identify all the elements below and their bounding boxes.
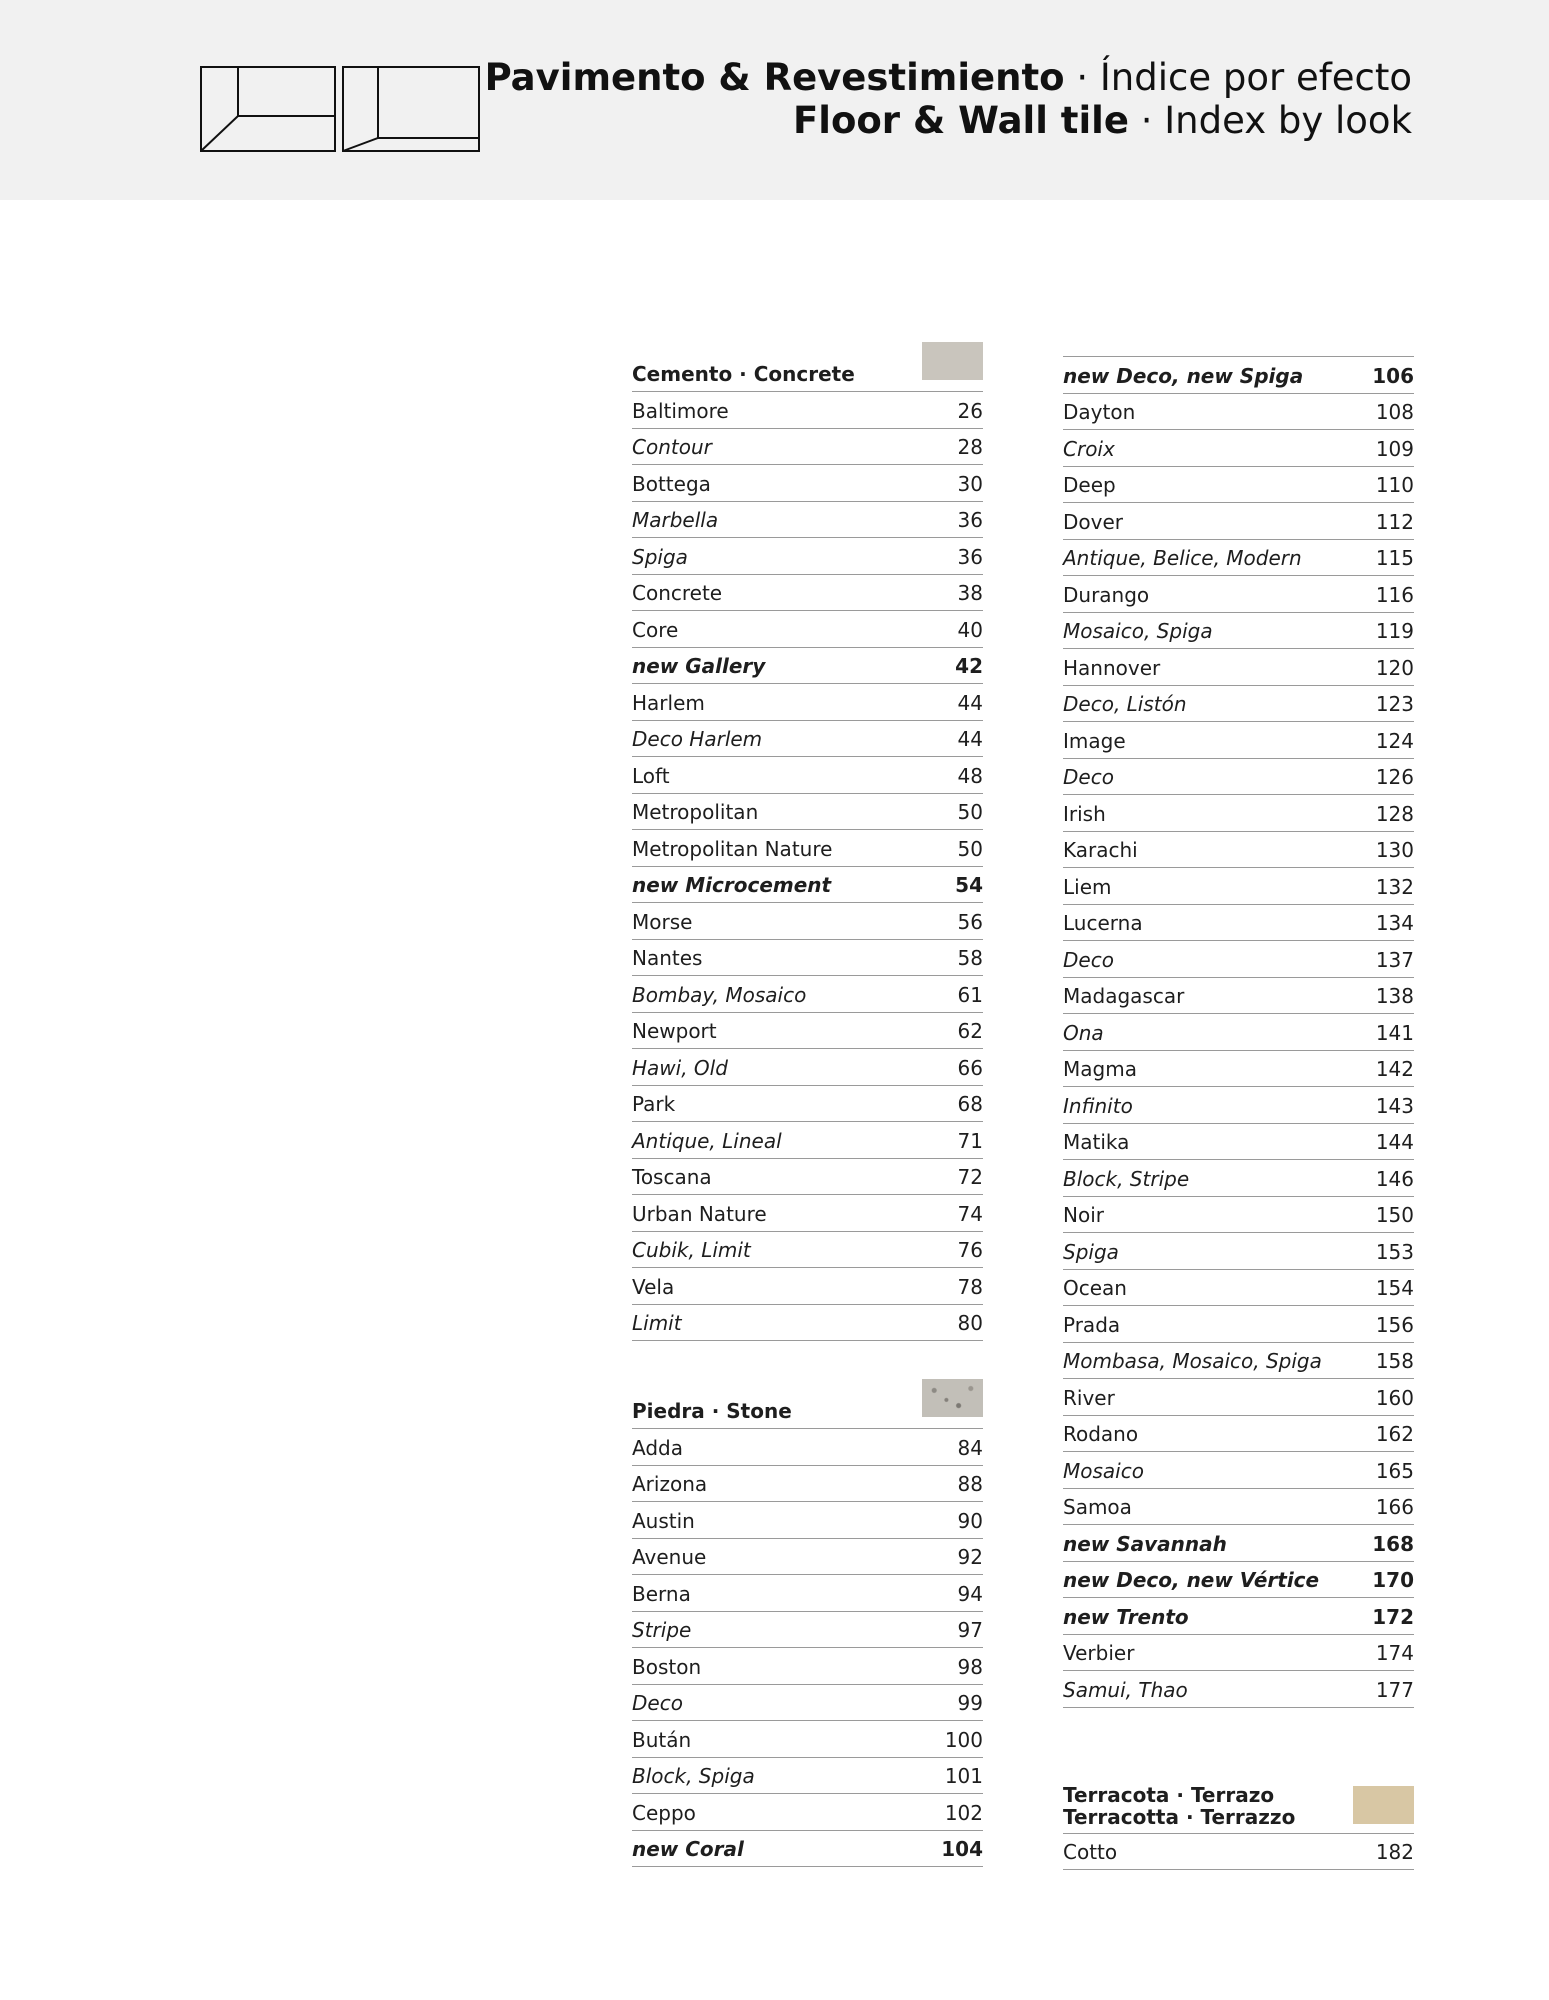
page-title [485, 56, 1412, 142]
collection-name: Mosaico, Spiga [1063, 619, 1213, 643]
page-number: 66 [957, 1055, 983, 1080]
collection-name: Marbella [632, 508, 719, 532]
collection-name: new Deco, new Spiga [1063, 363, 1304, 388]
page-number: 42 [955, 654, 983, 678]
section-heading-concrete: Cemento · Concrete [632, 342, 983, 392]
page-number: 44 [957, 727, 983, 751]
index-row [1063, 1197, 1414, 1234]
page-number: 56 [957, 909, 983, 934]
page-number: 78 [957, 1274, 983, 1299]
index-row [1063, 832, 1414, 869]
collection-name: Madagascar [1063, 984, 1185, 1008]
index-row [1063, 1416, 1414, 1453]
index-row [632, 1685, 983, 1722]
collection-name: Hannover [1063, 655, 1161, 680]
index-row [632, 1502, 983, 1539]
page-number: 124 [1375, 728, 1414, 753]
page-number: 40 [957, 617, 983, 642]
page-number: 62 [957, 1019, 983, 1043]
index-row [1063, 649, 1414, 686]
index-row [632, 1013, 983, 1050]
collection-name: Dover [1063, 509, 1123, 534]
collection-name: Bottega [632, 471, 711, 496]
collection-name: Mombasa, Mosaico, Spiga [1063, 1349, 1322, 1373]
index-row [632, 1612, 983, 1649]
index-row [632, 1086, 983, 1123]
collection-name: Concrete [632, 581, 723, 605]
page-number: 162 [1375, 1422, 1414, 1446]
collection-name: River [1063, 1385, 1115, 1410]
index-row [1063, 576, 1414, 613]
page-number: 100 [944, 1727, 983, 1752]
index-row [1063, 941, 1414, 978]
collection-name: Stripe [632, 1618, 692, 1642]
index-row [1063, 613, 1414, 650]
concrete-swatch [922, 342, 983, 380]
collection-name: Spiga [632, 544, 688, 569]
index-row [632, 465, 983, 502]
collection-name: Ceppo [632, 1800, 696, 1825]
collection-name: Adda [632, 1435, 683, 1460]
page-number: 76 [957, 1238, 983, 1262]
collection-name: Durango [1063, 582, 1150, 607]
index-column-right [1063, 342, 1414, 1870]
page-number: 108 [1375, 400, 1414, 424]
collection-name: Magma [1063, 1057, 1137, 1081]
index-row [632, 1268, 983, 1305]
collection-name: Loft [632, 763, 670, 788]
index-row [632, 392, 983, 429]
page-number: 154 [1375, 1276, 1414, 1300]
page-number: 80 [957, 1311, 983, 1335]
collection-name: Liem [1063, 874, 1112, 899]
index-row [632, 684, 983, 721]
page-number: 61 [957, 982, 983, 1007]
index-row [632, 1159, 983, 1196]
page-number: 110 [1375, 473, 1414, 497]
collection-name: Deco Harlem [632, 727, 763, 751]
collection-name: new Trento [1063, 1604, 1189, 1629]
collection-name: Deco [632, 1691, 683, 1715]
page-number: 68 [957, 1092, 983, 1116]
collection-name: Dayton [1063, 400, 1136, 424]
collection-name: Vela [632, 1274, 675, 1299]
collection-name: Croix [1063, 436, 1115, 461]
index-row [632, 1466, 983, 1503]
index-row [1063, 759, 1414, 796]
index-row [632, 538, 983, 575]
page-number: 115 [1375, 546, 1414, 570]
page-number: 143 [1375, 1093, 1414, 1118]
collection-name: new Microcement [632, 873, 832, 897]
index-row [1063, 1379, 1414, 1416]
page-number: 109 [1375, 436, 1414, 461]
collection-name: Arizona [632, 1472, 708, 1496]
collection-name: Karachi [1063, 838, 1138, 862]
index-row [1063, 1160, 1414, 1197]
title-line-es: Pavimento & Revestimiento · Índice por efecto [484, 56, 1412, 99]
collection-name: Noir [1063, 1203, 1104, 1227]
page-number: 48 [957, 763, 983, 788]
page-number: 50 [957, 836, 983, 861]
collection-name: Deco [1063, 765, 1114, 789]
section-heading-stone: Piedra · Stone [632, 1379, 983, 1429]
index-row [632, 1049, 983, 1086]
page-number: 123 [1375, 692, 1414, 716]
page-number: 30 [957, 471, 983, 496]
index-row [1063, 686, 1414, 723]
page-number: 99 [957, 1691, 983, 1715]
index-row [1063, 1562, 1414, 1599]
page-number: 182 [1375, 1840, 1414, 1864]
collection-name: new Coral [632, 1837, 744, 1861]
page-number: 166 [1375, 1495, 1414, 1519]
page-number: 168 [1372, 1531, 1414, 1556]
index-row [632, 648, 983, 685]
page-number: 141 [1375, 1020, 1414, 1045]
index-row [632, 976, 983, 1013]
index-row [632, 429, 983, 466]
index-row [632, 1305, 983, 1342]
collection-name: Block, Stripe [1063, 1166, 1190, 1191]
index-row [1063, 978, 1414, 1015]
page-number: 156 [1375, 1312, 1414, 1337]
collection-name: Infinito [1063, 1093, 1133, 1118]
page-header [0, 0, 1549, 200]
terracotta-swatch [1353, 1786, 1414, 1824]
index-row [1063, 905, 1414, 942]
index-row [1063, 540, 1414, 577]
collection-name: Metropolitan Nature [632, 836, 833, 861]
index-row [1063, 1635, 1414, 1672]
page-number: 28 [957, 435, 983, 459]
page-number: 92 [957, 1545, 983, 1569]
collection-name: Nantes [632, 946, 703, 970]
index-row [1063, 1525, 1414, 1562]
page-number: 74 [957, 1201, 983, 1226]
collection-name: Samoa [1063, 1495, 1132, 1519]
page-number: 119 [1375, 619, 1414, 643]
page-number: 58 [957, 946, 983, 970]
index-row [632, 1232, 983, 1269]
index-row [1063, 868, 1414, 905]
collection-name: Toscana [632, 1165, 712, 1189]
collection-name: Cubik, Limit [632, 1238, 751, 1262]
collection-name: new Gallery [632, 654, 766, 678]
index-row [1063, 503, 1414, 540]
index-row [1063, 1233, 1414, 1270]
collection-name: Park [632, 1092, 676, 1116]
collection-name: Image [1063, 728, 1126, 753]
index-row [632, 502, 983, 539]
index-row [632, 1429, 983, 1466]
index-row [1063, 1051, 1414, 1088]
index-row [632, 1721, 983, 1758]
page-number: 144 [1375, 1130, 1414, 1154]
continued-list [1063, 356, 1414, 1708]
collection-name: Ona [1063, 1020, 1104, 1045]
index-row [1063, 1834, 1414, 1871]
page-number: 138 [1375, 984, 1414, 1008]
collection-name: Prada [1063, 1312, 1121, 1337]
page-number: 137 [1375, 947, 1414, 972]
index-row [632, 1122, 983, 1159]
page-number: 116 [1375, 582, 1414, 607]
collection-name: Core [632, 617, 679, 642]
index-row [1063, 1343, 1414, 1380]
collection-name: Rodano [1063, 1422, 1139, 1446]
collection-name: Deco, Listón [1063, 692, 1187, 716]
index-row [1063, 1452, 1414, 1489]
collection-name: Limit [632, 1311, 682, 1335]
index-row [632, 1758, 983, 1795]
collection-name: Spiga [1063, 1239, 1119, 1264]
collection-name: Boston [632, 1654, 702, 1679]
page-number: 104 [941, 1837, 983, 1861]
index-row [1063, 430, 1414, 467]
page-number: 134 [1375, 911, 1414, 935]
index-row [632, 721, 983, 758]
page-number: 44 [957, 690, 983, 715]
page-number: 101 [944, 1764, 983, 1788]
collection-name: new Deco, new Vértice [1063, 1568, 1320, 1592]
page-number: 153 [1375, 1239, 1414, 1264]
terracotta-list [1063, 1834, 1414, 1871]
page-number: 126 [1375, 765, 1414, 789]
index-row [632, 757, 983, 794]
page-number: 94 [957, 1581, 983, 1606]
page-number: 165 [1375, 1458, 1414, 1483]
index-row [632, 1195, 983, 1232]
page-number: 102 [944, 1800, 983, 1825]
collection-name: Ocean [1063, 1276, 1127, 1300]
index-row [1063, 722, 1414, 759]
collection-name: Baltimore [632, 398, 729, 423]
index-row [1063, 394, 1414, 431]
collection-name: Metropolitan [632, 800, 759, 824]
index-row [632, 1575, 983, 1612]
index-row [1063, 1489, 1414, 1526]
collection-name: Contour [632, 435, 712, 459]
index-row [1063, 1270, 1414, 1307]
collection-name: Deep [1063, 473, 1116, 497]
stone-swatch [922, 1379, 983, 1417]
collection-name: Hawi, Old [632, 1055, 728, 1080]
index-row [632, 1794, 983, 1831]
index-row [1063, 467, 1414, 504]
collection-name: Bután [632, 1727, 692, 1752]
collection-name: Antique, Lineal [632, 1128, 782, 1153]
index-row [1063, 1598, 1414, 1635]
collection-name: Berna [632, 1581, 691, 1606]
page-number: 142 [1375, 1057, 1414, 1081]
page-number: 128 [1375, 801, 1414, 826]
collection-name: Cotto [1063, 1840, 1118, 1864]
page-number: 54 [955, 873, 983, 897]
collection-name: Block, Spiga [632, 1764, 755, 1788]
page-number: 146 [1375, 1166, 1414, 1191]
page-number: 50 [957, 800, 983, 824]
page-number: 160 [1375, 1385, 1414, 1410]
page-number: 38 [957, 581, 983, 605]
collection-name: Bombay, Mosaico [632, 982, 807, 1007]
collection-name: Urban Nature [632, 1201, 767, 1226]
index-row [1063, 1014, 1414, 1051]
page-number: 177 [1375, 1677, 1414, 1702]
page-number: 97 [957, 1618, 983, 1642]
index-row [632, 867, 983, 904]
index-row [1063, 357, 1414, 394]
page-number: 172 [1372, 1604, 1414, 1629]
index-row [1063, 1671, 1414, 1708]
collection-name: Lucerna [1063, 911, 1143, 935]
page-number: 71 [957, 1128, 983, 1153]
stone-list [632, 1429, 983, 1867]
page-number: 36 [957, 508, 983, 532]
index-row [632, 611, 983, 648]
page-number: 158 [1375, 1349, 1414, 1373]
page-number: 132 [1375, 874, 1414, 899]
index-row [632, 575, 983, 612]
page-number: 90 [957, 1508, 983, 1533]
collection-name: Samui, Thao [1063, 1677, 1188, 1702]
index-column-left [632, 342, 983, 1867]
collection-name: new Savannah [1063, 1531, 1227, 1556]
page-number: 150 [1375, 1203, 1414, 1227]
page-number: 130 [1375, 838, 1414, 862]
index-row [1063, 1124, 1414, 1161]
page-number: 26 [957, 398, 983, 423]
index-row [632, 1831, 983, 1868]
page-number: 88 [957, 1472, 983, 1496]
index-row [1063, 1306, 1414, 1343]
floor-wall-tile-icon [200, 66, 480, 152]
concrete-list [632, 392, 983, 1341]
collection-name: Deco [1063, 947, 1114, 972]
title-line-en: Floor & Wall tile · Index by look [793, 99, 1412, 142]
collection-name: Newport [632, 1019, 717, 1043]
collection-name: Irish [1063, 801, 1106, 826]
page-number: 112 [1375, 509, 1414, 534]
section-heading-terracotta: Terracota · Terrazo Terracotta · Terrazzo [1063, 1772, 1414, 1834]
collection-name: Morse [632, 909, 693, 934]
collection-name: Verbier [1063, 1641, 1135, 1665]
index-row [1063, 1087, 1414, 1124]
collection-name: Mosaico [1063, 1458, 1144, 1483]
index-row [632, 940, 983, 977]
index-row [632, 830, 983, 867]
index-row [632, 1539, 983, 1576]
page-number: 120 [1375, 655, 1414, 680]
collection-name: Antique, Belice, Modern [1063, 546, 1302, 570]
page-number: 72 [957, 1165, 983, 1189]
collection-name: Austin [632, 1508, 695, 1533]
page-number: 106 [1372, 363, 1414, 388]
page-number: 98 [957, 1654, 983, 1679]
page-number: 84 [957, 1435, 983, 1460]
collection-name: Matika [1063, 1130, 1130, 1154]
index-row [1063, 795, 1414, 832]
page-number: 170 [1372, 1568, 1414, 1592]
page-number: 36 [957, 544, 983, 569]
index-row [632, 794, 983, 831]
collection-name: Avenue [632, 1545, 707, 1569]
page-number: 174 [1375, 1641, 1414, 1665]
index-row [632, 903, 983, 940]
index-row [632, 1648, 983, 1685]
collection-name: Harlem [632, 690, 705, 715]
